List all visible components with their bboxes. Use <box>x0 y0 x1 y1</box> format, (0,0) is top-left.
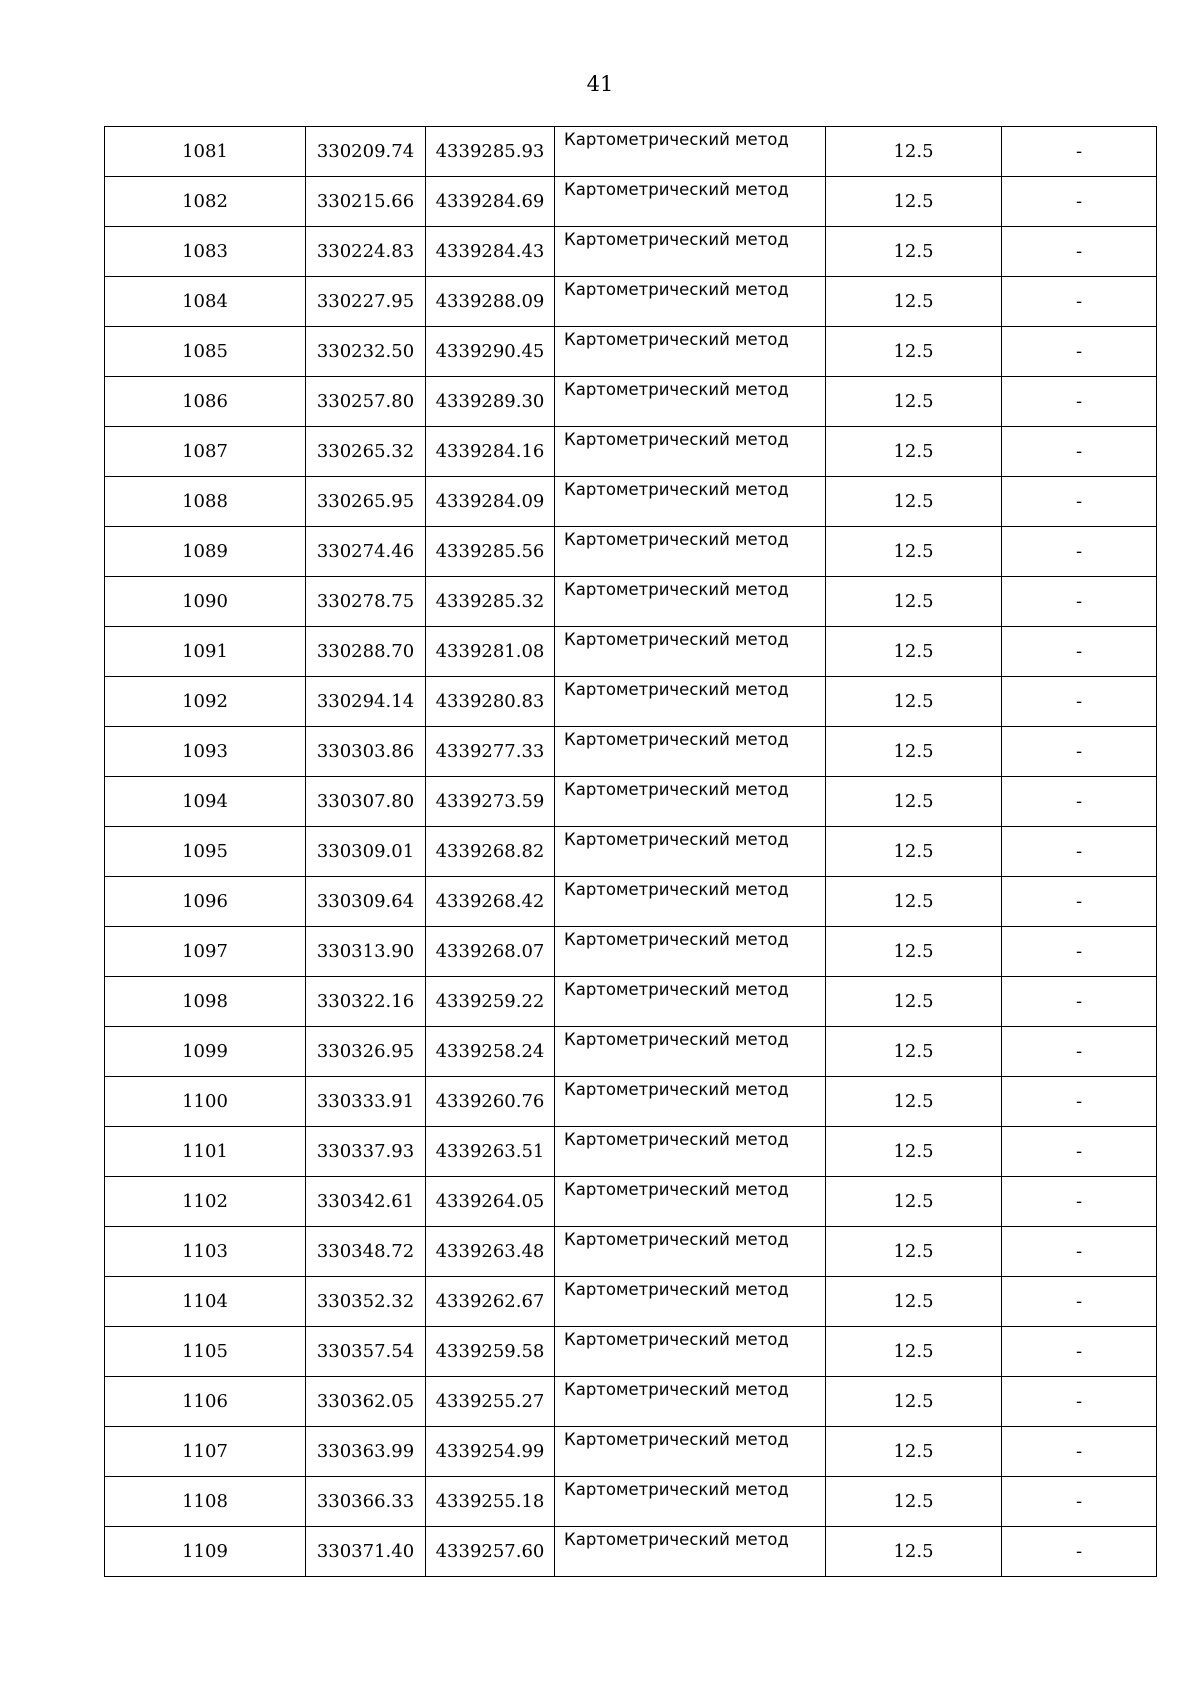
table-row <box>105 1277 1157 1327</box>
y-coordinate-cell: 4339254.99 <box>426 1427 555 1477</box>
note-cell: - <box>1002 677 1157 727</box>
table-row <box>105 577 1157 627</box>
point-number-cell: 1098 <box>105 977 306 1027</box>
accuracy-cell: 12.5 <box>826 1077 1002 1127</box>
table-row <box>105 1127 1157 1177</box>
table-row <box>105 977 1157 1027</box>
method-cell: Картометрический метод <box>555 577 826 627</box>
y-coordinate-cell: 4339263.51 <box>426 1127 555 1177</box>
x-coordinate-cell: 330337.93 <box>306 1127 426 1177</box>
note-cell: - <box>1002 427 1157 477</box>
point-number-cell: 1101 <box>105 1127 306 1177</box>
table-row <box>105 927 1157 977</box>
point-number-cell: 1096 <box>105 877 306 927</box>
accuracy-cell: 12.5 <box>826 1477 1002 1527</box>
x-coordinate-cell: 330307.80 <box>306 777 426 827</box>
y-coordinate-cell: 4339259.58 <box>426 1327 555 1377</box>
x-coordinate-cell: 330215.66 <box>306 177 426 227</box>
method-cell: Картометрический метод <box>555 427 826 477</box>
method-cell: Картометрический метод <box>555 727 826 777</box>
x-coordinate-cell: 330342.61 <box>306 1177 426 1227</box>
method-cell: Картометрический метод <box>555 977 826 1027</box>
method-cell: Картометрический метод <box>555 1027 826 1077</box>
point-number-cell: 1089 <box>105 527 306 577</box>
table-row <box>105 377 1157 427</box>
note-cell: - <box>1002 1377 1157 1427</box>
accuracy-cell: 12.5 <box>826 827 1002 877</box>
y-coordinate-cell: 4339284.69 <box>426 177 555 227</box>
point-number-cell: 1107 <box>105 1427 306 1477</box>
point-number-cell: 1091 <box>105 627 306 677</box>
x-coordinate-cell: 330265.32 <box>306 427 426 477</box>
x-coordinate-cell: 330309.64 <box>306 877 426 927</box>
x-coordinate-cell: 330322.16 <box>306 977 426 1027</box>
page-number: 41 <box>586 72 614 96</box>
x-coordinate-cell: 330366.33 <box>306 1477 426 1527</box>
table-row <box>105 1377 1157 1427</box>
note-cell: - <box>1002 1127 1157 1177</box>
accuracy-cell: 12.5 <box>826 1527 1002 1577</box>
point-number-cell: 1088 <box>105 477 306 527</box>
x-coordinate-cell: 330224.83 <box>306 227 426 277</box>
table-row <box>105 477 1157 527</box>
y-coordinate-cell: 4339273.59 <box>426 777 555 827</box>
y-coordinate-cell: 4339281.08 <box>426 627 555 677</box>
x-coordinate-cell: 330232.50 <box>306 327 426 377</box>
x-coordinate-cell: 330278.75 <box>306 577 426 627</box>
accuracy-cell: 12.5 <box>826 427 1002 477</box>
note-cell: - <box>1002 1527 1157 1577</box>
y-coordinate-cell: 4339262.67 <box>426 1277 555 1327</box>
accuracy-cell: 12.5 <box>826 677 1002 727</box>
note-cell: - <box>1002 577 1157 627</box>
point-number-cell: 1090 <box>105 577 306 627</box>
point-number-cell: 1104 <box>105 1277 306 1327</box>
accuracy-cell: 12.5 <box>826 1327 1002 1377</box>
table-row <box>105 677 1157 727</box>
table-row <box>105 1327 1157 1377</box>
point-number-cell: 1086 <box>105 377 306 427</box>
accuracy-cell: 12.5 <box>826 327 1002 377</box>
note-cell: - <box>1002 1027 1157 1077</box>
accuracy-cell: 12.5 <box>826 1277 1002 1327</box>
y-coordinate-cell: 4339268.82 <box>426 827 555 877</box>
y-coordinate-cell: 4339268.07 <box>426 927 555 977</box>
accuracy-cell: 12.5 <box>826 277 1002 327</box>
x-coordinate-cell: 330227.95 <box>306 277 426 327</box>
table-row <box>105 1227 1157 1277</box>
x-coordinate-cell: 330352.32 <box>306 1277 426 1327</box>
method-cell: Картометрический метод <box>555 1477 826 1527</box>
table-row <box>105 127 1157 177</box>
method-cell: Картометрический метод <box>555 1277 826 1327</box>
x-coordinate-cell: 330294.14 <box>306 677 426 727</box>
table-row <box>105 777 1157 827</box>
table-row <box>105 1027 1157 1077</box>
point-number-cell: 1103 <box>105 1227 306 1277</box>
method-cell: Картометрический метод <box>555 927 826 977</box>
accuracy-cell: 12.5 <box>826 1427 1002 1477</box>
accuracy-cell: 12.5 <box>826 377 1002 427</box>
note-cell: - <box>1002 127 1157 177</box>
y-coordinate-cell: 4339257.60 <box>426 1527 555 1577</box>
accuracy-cell: 12.5 <box>826 527 1002 577</box>
method-cell: Картометрический метод <box>555 277 826 327</box>
method-cell: Картометрический метод <box>555 1427 826 1477</box>
y-coordinate-cell: 4339284.43 <box>426 227 555 277</box>
method-cell: Картометрический метод <box>555 677 826 727</box>
y-coordinate-cell: 4339280.83 <box>426 677 555 727</box>
note-cell: - <box>1002 977 1157 1027</box>
note-cell: - <box>1002 377 1157 427</box>
method-cell: Картометрический метод <box>555 1077 826 1127</box>
y-coordinate-cell: 4339288.09 <box>426 277 555 327</box>
method-cell: Картометрический метод <box>555 1327 826 1377</box>
method-cell: Картометрический метод <box>555 827 826 877</box>
note-cell: - <box>1002 1427 1157 1477</box>
y-coordinate-cell: 4339284.09 <box>426 477 555 527</box>
note-cell: - <box>1002 927 1157 977</box>
accuracy-cell: 12.5 <box>826 477 1002 527</box>
point-number-cell: 1106 <box>105 1377 306 1427</box>
table-row <box>105 727 1157 777</box>
x-coordinate-cell: 330357.54 <box>306 1327 426 1377</box>
x-coordinate-cell: 330333.91 <box>306 1077 426 1127</box>
table-row <box>105 1427 1157 1477</box>
table-row <box>105 1077 1157 1127</box>
accuracy-cell: 12.5 <box>826 927 1002 977</box>
y-coordinate-cell: 4339260.76 <box>426 1077 555 1127</box>
note-cell: - <box>1002 227 1157 277</box>
table-row <box>105 627 1157 677</box>
point-number-cell: 1094 <box>105 777 306 827</box>
method-cell: Картометрический метод <box>555 1227 826 1277</box>
method-cell: Картометрический метод <box>555 377 826 427</box>
accuracy-cell: 12.5 <box>826 577 1002 627</box>
x-coordinate-cell: 330362.05 <box>306 1377 426 1427</box>
point-number-cell: 1087 <box>105 427 306 477</box>
table-row <box>105 1177 1157 1227</box>
note-cell: - <box>1002 1477 1157 1527</box>
table-row <box>105 177 1157 227</box>
method-cell: Картометрический метод <box>555 1177 826 1227</box>
coordinates-table <box>104 126 1157 1577</box>
y-coordinate-cell: 4339285.93 <box>426 127 555 177</box>
accuracy-cell: 12.5 <box>826 777 1002 827</box>
y-coordinate-cell: 4339290.45 <box>426 327 555 377</box>
point-number-cell: 1093 <box>105 727 306 777</box>
point-number-cell: 1085 <box>105 327 306 377</box>
note-cell: - <box>1002 877 1157 927</box>
x-coordinate-cell: 330371.40 <box>306 1527 426 1577</box>
accuracy-cell: 12.5 <box>826 977 1002 1027</box>
point-number-cell: 1095 <box>105 827 306 877</box>
note-cell: - <box>1002 1327 1157 1377</box>
x-coordinate-cell: 330326.95 <box>306 1027 426 1077</box>
note-cell: - <box>1002 477 1157 527</box>
note-cell: - <box>1002 327 1157 377</box>
note-cell: - <box>1002 627 1157 677</box>
accuracy-cell: 12.5 <box>826 1027 1002 1077</box>
point-number-cell: 1084 <box>105 277 306 327</box>
point-number-cell: 1081 <box>105 127 306 177</box>
x-coordinate-cell: 330348.72 <box>306 1227 426 1277</box>
method-cell: Картометрический метод <box>555 1377 826 1427</box>
method-cell: Картометрический метод <box>555 777 826 827</box>
y-coordinate-cell: 4339255.27 <box>426 1377 555 1427</box>
method-cell: Картометрический метод <box>555 527 826 577</box>
method-cell: Картометрический метод <box>555 877 826 927</box>
table-row <box>105 877 1157 927</box>
x-coordinate-cell: 330209.74 <box>306 127 426 177</box>
note-cell: - <box>1002 527 1157 577</box>
accuracy-cell: 12.5 <box>826 1377 1002 1427</box>
x-coordinate-cell: 330303.86 <box>306 727 426 777</box>
y-coordinate-cell: 4339263.48 <box>426 1227 555 1277</box>
method-cell: Картометрический метод <box>555 227 826 277</box>
point-number-cell: 1100 <box>105 1077 306 1127</box>
point-number-cell: 1083 <box>105 227 306 277</box>
accuracy-cell: 12.5 <box>826 127 1002 177</box>
point-number-cell: 1102 <box>105 1177 306 1227</box>
method-cell: Картометрический метод <box>555 627 826 677</box>
table-row <box>105 427 1157 477</box>
point-number-cell: 1108 <box>105 1477 306 1527</box>
note-cell: - <box>1002 277 1157 327</box>
note-cell: - <box>1002 1277 1157 1327</box>
table-row <box>105 1527 1157 1577</box>
x-coordinate-cell: 330257.80 <box>306 377 426 427</box>
note-cell: - <box>1002 827 1157 877</box>
method-cell: Картометрический метод <box>555 327 826 377</box>
note-cell: - <box>1002 177 1157 227</box>
accuracy-cell: 12.5 <box>826 227 1002 277</box>
y-coordinate-cell: 4339285.56 <box>426 527 555 577</box>
method-cell: Картометрический метод <box>555 1527 826 1577</box>
point-number-cell: 1097 <box>105 927 306 977</box>
accuracy-cell: 12.5 <box>826 1227 1002 1277</box>
note-cell: - <box>1002 777 1157 827</box>
note-cell: - <box>1002 1227 1157 1277</box>
method-cell: Картометрический метод <box>555 1127 826 1177</box>
y-coordinate-cell: 4339255.18 <box>426 1477 555 1527</box>
y-coordinate-cell: 4339258.24 <box>426 1027 555 1077</box>
y-coordinate-cell: 4339268.42 <box>426 877 555 927</box>
point-number-cell: 1105 <box>105 1327 306 1377</box>
note-cell: - <box>1002 727 1157 777</box>
method-cell: Картометрический метод <box>555 477 826 527</box>
x-coordinate-cell: 330363.99 <box>306 1427 426 1477</box>
table-row <box>105 1477 1157 1527</box>
x-coordinate-cell: 330313.90 <box>306 927 426 977</box>
accuracy-cell: 12.5 <box>826 177 1002 227</box>
table-row <box>105 327 1157 377</box>
y-coordinate-cell: 4339289.30 <box>426 377 555 427</box>
note-cell: - <box>1002 1077 1157 1127</box>
accuracy-cell: 12.5 <box>826 877 1002 927</box>
method-cell: Картометрический метод <box>555 177 826 227</box>
point-number-cell: 1109 <box>105 1527 306 1577</box>
note-cell: - <box>1002 1177 1157 1227</box>
x-coordinate-cell: 330265.95 <box>306 477 426 527</box>
y-coordinate-cell: 4339285.32 <box>426 577 555 627</box>
table-row <box>105 277 1157 327</box>
point-number-cell: 1092 <box>105 677 306 727</box>
x-coordinate-cell: 330274.46 <box>306 527 426 577</box>
table-row <box>105 827 1157 877</box>
y-coordinate-cell: 4339284.16 <box>426 427 555 477</box>
table-body <box>105 127 1157 1577</box>
table-row <box>105 527 1157 577</box>
x-coordinate-cell: 330288.70 <box>306 627 426 677</box>
y-coordinate-cell: 4339264.05 <box>426 1177 555 1227</box>
accuracy-cell: 12.5 <box>826 727 1002 777</box>
accuracy-cell: 12.5 <box>826 1127 1002 1177</box>
y-coordinate-cell: 4339259.22 <box>426 977 555 1027</box>
point-number-cell: 1082 <box>105 177 306 227</box>
accuracy-cell: 12.5 <box>826 1177 1002 1227</box>
accuracy-cell: 12.5 <box>826 627 1002 677</box>
y-coordinate-cell: 4339277.33 <box>426 727 555 777</box>
method-cell: Картометрический метод <box>555 127 826 177</box>
table-row <box>105 227 1157 277</box>
x-coordinate-cell: 330309.01 <box>306 827 426 877</box>
point-number-cell: 1099 <box>105 1027 306 1077</box>
